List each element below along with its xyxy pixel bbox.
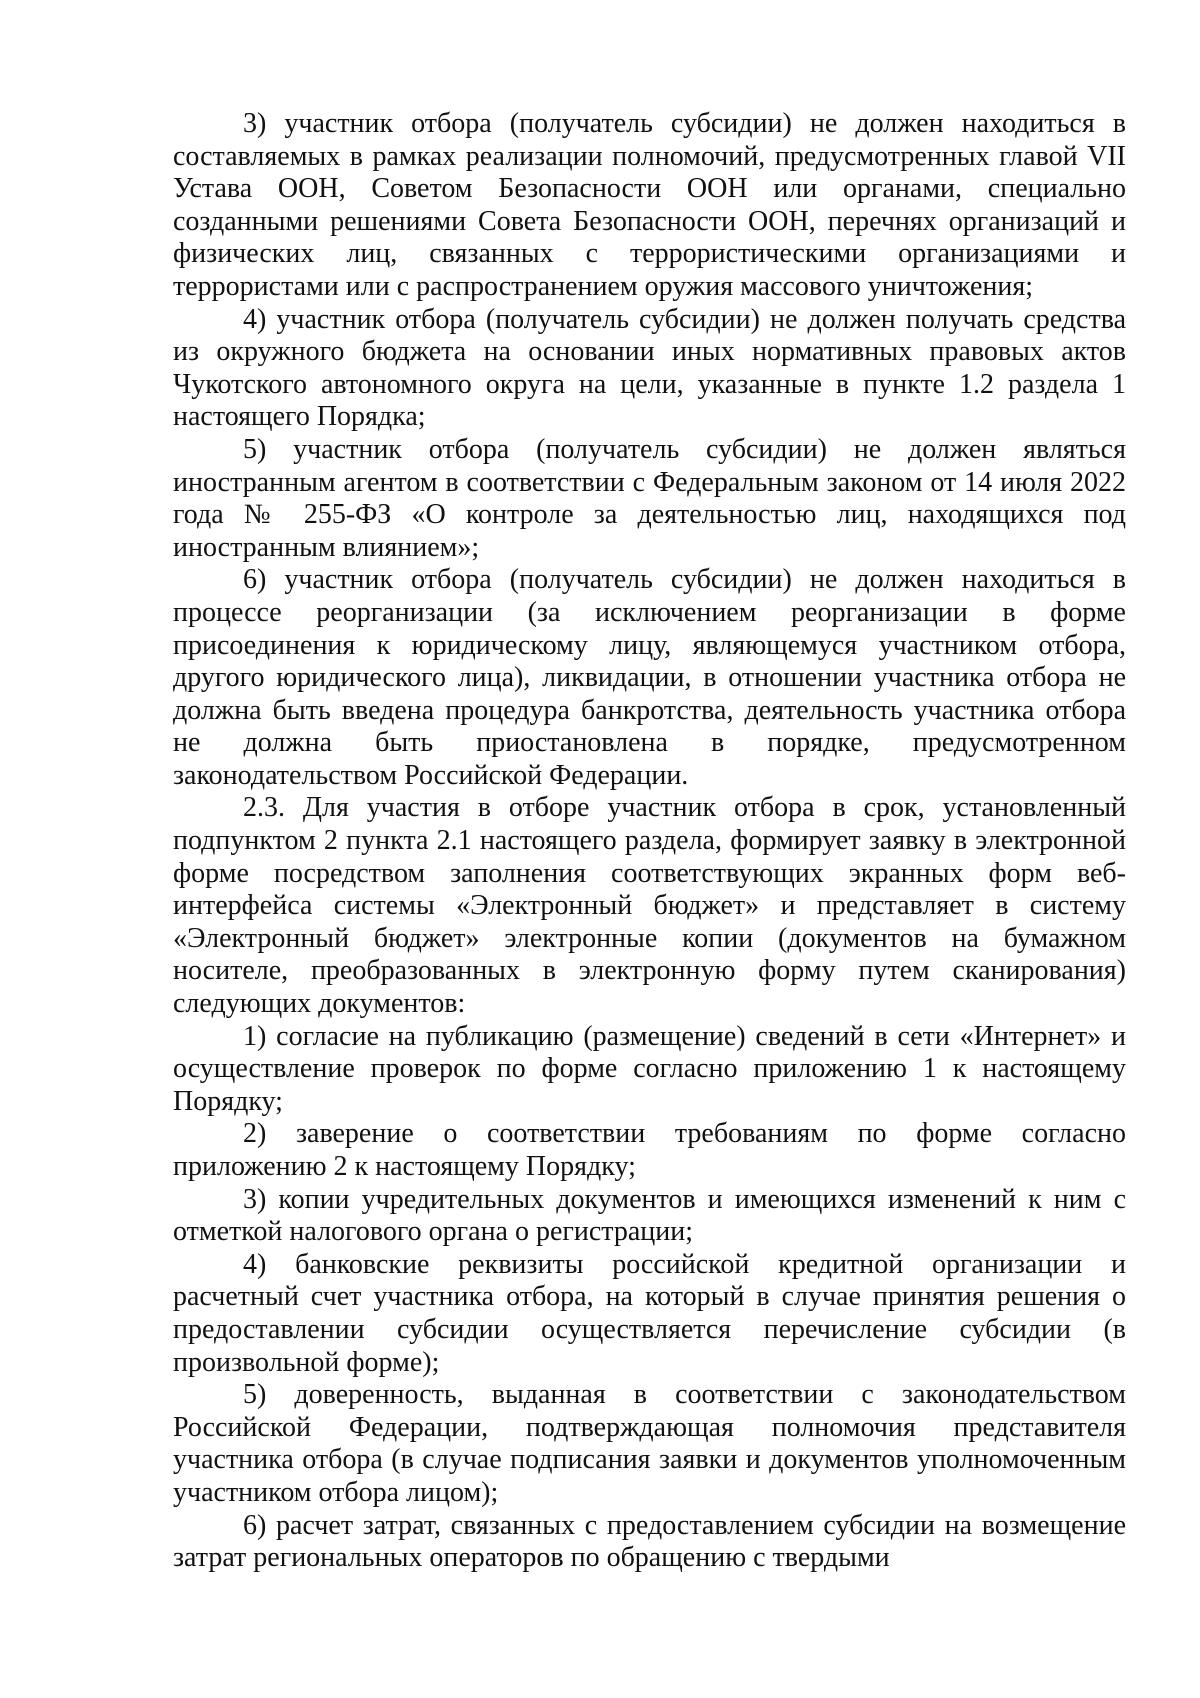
- paragraph-item-3-un-lists: 3) участник отбора (получатель субсидии) не должен находиться в составляемых в рамках реализации полномочий, предусмотренных главой VII Устава ООН, Советом Безопасности ООН или органами, специально созданными решениями Совета Безопасности ООН, перечнях организаций и физических лиц, связанных с террористическими организациями и террористами или с распространением оружия массового уничтожения;: [173, 108, 1126, 302]
- paragraph-doc-2-assurance: 2) заверение о соответствии требованиям по форме согласно приложению 2 к настоящему Порядку;: [173, 1118, 1126, 1182]
- paragraph-item-5-foreign-agent: 5) участник отбора (получатель субсидии) не должен являться иностранным агентом в соответствии с Федеральным законом от 14 июля 2022 года № 255-ФЗ «О контроле за деятельностью лиц, находящихся под иностранным влиянием»;: [173, 433, 1126, 563]
- document-page: [173, 108, 1126, 1575]
- paragraph-doc-6-cost-calculation: 6) расчет затрат, связанных с предоставлением субсидии на возмещение затрат региональных операторов по обращению с твердыми: [173, 1509, 1126, 1574]
- paragraph-item-6-reorganization: 6) участник отбора (получатель субсидии) не должен находиться в процессе реорганизации (за исключением реорганизации в форме присоединения к юридическому лицу, являющемуся участником отбора, другого юридического лица), ликвидации, в отношении участника отбора не должна быть введена процедура банкротства, деятельность участника отбора не должна быть приостановлена в порядке, предусмотренном законодательством Российской Федерации.: [173, 564, 1126, 791]
- paragraph-item-4-budget-funds: 4) участник отбора (получатель субсидии) не должен получать средства из окружного бюджета на основании иных нормативных правовых актов Чукотского автономного округа на цели, указанные в пункте 1.2 раздела 1 настоящего Порядка;: [173, 303, 1126, 433]
- paragraph-doc-4-bank-details: 4) банковские реквизиты российской кредитной организации и расчетный счет участника отбора, на который в случае принятия решения о предоставлении субсидии осуществляется перечисление субсидии (в произвольной форме);: [173, 1248, 1126, 1378]
- paragraph-doc-1-consent: 1) согласие на публикацию (размещение) сведений в сети «Интернет» и осуществление проверок по форме согласно приложению 1 к настоящему Порядку;: [173, 1020, 1126, 1117]
- paragraph-doc-5-power-of-attorney: 5) доверенность, выданная в соответствии с законодательством Российской Федерации, подтверждающая полномочия представителя участника отбора (в случае подписания заявки и документов уполномоченным участником отбора лицом);: [173, 1379, 1126, 1508]
- paragraph-doc-3-founding-documents: 3) копии учредительных документов и имеющихся изменений к ним с отметкой налогового органа о регистрации;: [173, 1183, 1126, 1248]
- paragraph-section-2-3: 2.3. Для участия в отборе участник отбора в срок, установленный подпунктом 2 пункта 2.1 настоящего раздела, формирует заявку в электронной форме посредством заполнения соответствующих экранных форм веб-интерфейса системы «Электронный бюджет» и представляет в систему «Электронный бюджет» электронные копии (документов на бумажном носителе, преобразованных в электронную форму путем сканирования) следующих документов:: [173, 792, 1126, 1020]
